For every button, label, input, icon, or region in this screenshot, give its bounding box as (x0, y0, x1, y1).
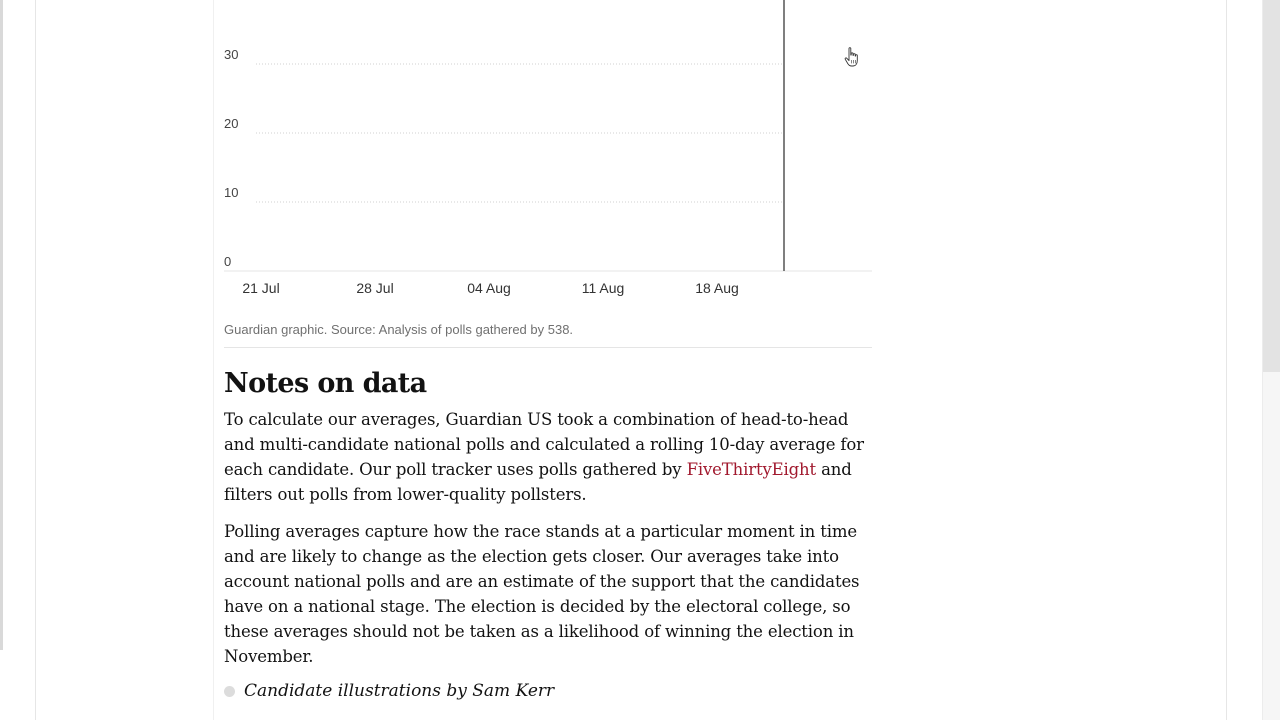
y-tick-label: 0 (224, 254, 232, 269)
hand-pointer-icon (843, 46, 861, 68)
x-tick-label: 04 Aug (467, 280, 511, 296)
notes-heading: Notes on data (224, 368, 427, 399)
left-gutter-line (35, 0, 36, 720)
x-tick-label: 21 Jul (242, 280, 280, 296)
illustration-credit-text: Candidate illustrations by Sam Kerr (244, 681, 555, 701)
fivethirtyeight-link[interactable]: FiveThirtyEight (686, 460, 817, 479)
illustration-credit (224, 681, 554, 701)
x-tick-label: 18 Aug (695, 280, 739, 296)
y-tick-label: 30 (224, 47, 239, 62)
notes-paragraph-1-text-end: and filters out polls from lower-quality pollsters. (224, 460, 852, 504)
x-tick-label: 11 Aug (581, 280, 625, 296)
section-divider (224, 347, 872, 348)
y-tick-label: 10 (224, 185, 239, 200)
bullet-dot-icon (224, 686, 235, 697)
poll-chart (224, 0, 872, 300)
x-tick-label: 28 Jul (356, 280, 394, 296)
content-column-border (213, 0, 214, 720)
scrollbar-thumb[interactable] (1263, 0, 1280, 372)
notes-paragraph-2: Polling averages capture how the race stands at a particular moment in time and are likely to change as the election gets closer. Our averages take into account national polls and are an estimate of the support that the candidates have on a national stage. The election is decided by the electoral college, so these averages should not be taken as a likelihood of winning the election in November. (224, 522, 860, 666)
notes-paragraph-1 (224, 407, 874, 507)
right-gutter-line (1226, 0, 1227, 720)
chart-caption: Guardian graphic. Source: Analysis of polls gathered by 538. (224, 322, 574, 337)
notes-paragraph-1-text: To calculate our averages, Guardian US took a combination of head-to-head and multi-candidate national polls and calculated a rolling 10-day average for each candidate. Our poll tracker uses polls gathered by (224, 410, 864, 479)
window-left-edge (0, 0, 3, 650)
poll-chart-svg (224, 0, 872, 300)
y-tick-label: 20 (224, 116, 239, 131)
